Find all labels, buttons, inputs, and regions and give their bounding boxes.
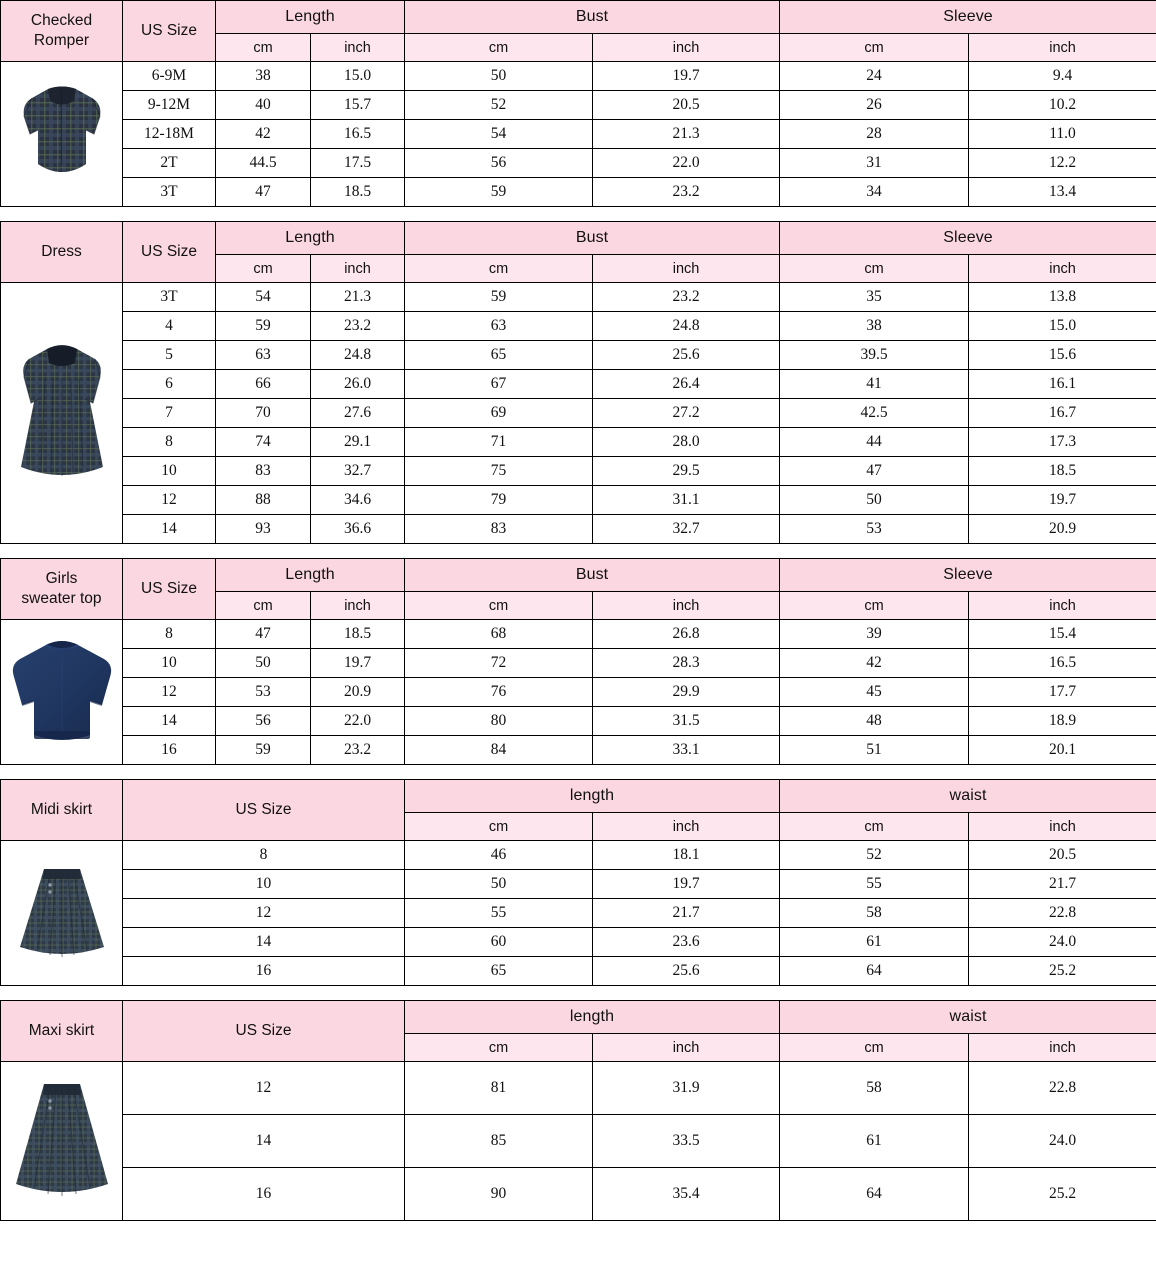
cell-bust-inch: 26.8: [593, 620, 780, 649]
cell-bust-inch: 26.4: [593, 370, 780, 399]
header-group-bust: Bust: [405, 1, 780, 34]
cell-bust-inch: 29.5: [593, 457, 780, 486]
header-unit-waist-inch: inch: [969, 1034, 1156, 1062]
header-group-sleeve: Sleeve: [780, 222, 1156, 255]
cell-bust-inch: 23.2: [593, 178, 780, 207]
cell-length-inch: 20.9: [311, 678, 405, 707]
cell-sleeve-inch: 19.7: [969, 486, 1156, 515]
cell-length-cm: 53: [216, 678, 311, 707]
cell-waist-cm: 61: [780, 1115, 969, 1168]
product-name-checked-romper: [1, 1, 123, 62]
cell-size: 6: [123, 370, 216, 399]
cell-size: 12: [123, 899, 405, 928]
header-unit-bust-inch: inch: [593, 34, 780, 62]
header-group-sleeve: Sleeve: [780, 559, 1156, 592]
table-row: [1, 1168, 1156, 1221]
cell-sleeve-inch: 20.9: [969, 515, 1156, 544]
cell-sleeve-inch: 18.5: [969, 457, 1156, 486]
cell-sleeve-inch: 18.9: [969, 707, 1156, 736]
cell-bust-cm: 50: [405, 62, 593, 91]
size-table-girls-sweater-top: [0, 558, 1156, 765]
cell-bust-inch: 22.0: [593, 149, 780, 178]
table-row: [1, 736, 1156, 765]
size-table-midi-skirt: [0, 779, 1156, 986]
cell-size: 9-12M: [123, 91, 216, 120]
product-name-line-2: Romper: [33, 32, 90, 49]
cell-bust-cm: 83: [405, 515, 593, 544]
table-row: [1, 341, 1156, 370]
table-row: [1, 457, 1156, 486]
header-unit-sleeve-cm: cm: [780, 34, 969, 62]
cell-waist-inch: 24.0: [969, 1115, 1156, 1168]
cell-waist-cm: 58: [780, 1062, 969, 1115]
cell-size: 14: [123, 928, 405, 957]
table-row: [1, 899, 1156, 928]
cell-length-inch: 24.8: [311, 341, 405, 370]
cell-length-cm: 55: [405, 899, 593, 928]
cell-waist-inch: 25.2: [969, 957, 1156, 986]
cell-bust-inch: 29.9: [593, 678, 780, 707]
header-group-length: length: [405, 780, 780, 813]
cell-length-cm: 74: [216, 428, 311, 457]
cell-sleeve-inch: 15.4: [969, 620, 1156, 649]
cell-size: 6-9M: [123, 62, 216, 91]
cell-size: 7: [123, 399, 216, 428]
cell-length-inch: 15.0: [311, 62, 405, 91]
cell-length-inch: 29.1: [311, 428, 405, 457]
table-row: [1, 283, 1156, 312]
cell-bust-inch: 31.5: [593, 707, 780, 736]
cell-length-cm: 47: [216, 178, 311, 207]
table-row: [1, 707, 1156, 736]
table-row: [1, 1115, 1156, 1168]
product-image-midi-skirt: [1, 841, 123, 986]
cell-sleeve-inch: 13.4: [969, 178, 1156, 207]
cell-bust-inch: 24.8: [593, 312, 780, 341]
table-row: [1, 428, 1156, 457]
table-separator: [0, 544, 1156, 558]
header-us-size: US Size: [123, 1001, 405, 1062]
cell-bust-inch: 25.6: [593, 341, 780, 370]
header-us-size: US Size: [123, 1, 216, 62]
cell-length-inch: 34.6: [311, 486, 405, 515]
table-row: [1, 957, 1156, 986]
header-unit-length-inch: inch: [593, 1034, 780, 1062]
header-unit-length-cm: cm: [405, 813, 593, 841]
cell-sleeve-inch: 17.7: [969, 678, 1156, 707]
size-table-maxi-skirt: [0, 1000, 1156, 1221]
cell-size: 2T: [123, 149, 216, 178]
cell-length-cm: 83: [216, 457, 311, 486]
product-image-romper: [1, 62, 123, 207]
cell-sleeve-cm: 28: [780, 120, 969, 149]
cell-waist-inch: 22.8: [969, 899, 1156, 928]
cell-sleeve-cm: 42.5: [780, 399, 969, 428]
cell-size: 5: [123, 341, 216, 370]
header-unit-bust-inch: inch: [593, 592, 780, 620]
header-unit-length-cm: cm: [405, 1034, 593, 1062]
table-row: [1, 678, 1156, 707]
cell-sleeve-inch: 15.6: [969, 341, 1156, 370]
cell-length-inch: 15.7: [311, 91, 405, 120]
cell-size: 12: [123, 1062, 405, 1115]
cell-sleeve-cm: 26: [780, 91, 969, 120]
cell-bust-cm: 69: [405, 399, 593, 428]
cell-size: 10: [123, 649, 216, 678]
cell-sleeve-inch: 16.7: [969, 399, 1156, 428]
cell-size: 3T: [123, 283, 216, 312]
cell-sleeve-inch: 20.1: [969, 736, 1156, 765]
product-name-line-1: Checked: [30, 12, 93, 30]
cell-size: 12-18M: [123, 120, 216, 149]
cell-length-cm: 60: [405, 928, 593, 957]
product-name-line-2: sweater top: [21, 590, 102, 607]
cell-bust-cm: 71: [405, 428, 593, 457]
header-unit-length-inch: inch: [311, 255, 405, 283]
cell-bust-cm: 65: [405, 341, 593, 370]
header-group-length: Length: [216, 1, 405, 34]
cell-length-cm: 44.5: [216, 149, 311, 178]
cell-bust-cm: 56: [405, 149, 593, 178]
cell-length-cm: 42: [216, 120, 311, 149]
table-row: [1, 370, 1156, 399]
cell-waist-inch: 22.8: [969, 1062, 1156, 1115]
header-unit-bust-cm: cm: [405, 255, 593, 283]
cell-bust-inch: 19.7: [593, 62, 780, 91]
table-row: [1, 620, 1156, 649]
cell-length-cm: 50: [405, 870, 593, 899]
table-row: [1, 178, 1156, 207]
cell-length-inch: 18.5: [311, 178, 405, 207]
header-unit-length-inch: inch: [593, 813, 780, 841]
table-row: [1, 841, 1156, 870]
cell-sleeve-inch: 16.5: [969, 649, 1156, 678]
cell-bust-cm: 75: [405, 457, 593, 486]
cell-length-cm: 66: [216, 370, 311, 399]
cell-length-cm: 85: [405, 1115, 593, 1168]
cell-size: 12: [123, 678, 216, 707]
cell-length-inch: 18.1: [593, 841, 780, 870]
cell-bust-inch: 32.7: [593, 515, 780, 544]
cell-sleeve-cm: 24: [780, 62, 969, 91]
header-group-bust: Bust: [405, 559, 780, 592]
cell-length-inch: 23.2: [311, 736, 405, 765]
cell-length-inch: 21.3: [311, 283, 405, 312]
cell-length-inch: 27.6: [311, 399, 405, 428]
product-name-maxi-skirt: Maxi skirt: [1, 1001, 123, 1062]
cell-length-inch: 19.7: [593, 870, 780, 899]
cell-size: 10: [123, 870, 405, 899]
cell-bust-cm: 79: [405, 486, 593, 515]
size-table-dress: [0, 221, 1156, 544]
cell-length-cm: 70: [216, 399, 311, 428]
cell-size: 16: [123, 957, 405, 986]
header-unit-sleeve-cm: cm: [780, 255, 969, 283]
header-unit-sleeve-inch: inch: [969, 255, 1156, 283]
table-row: [1, 1062, 1156, 1115]
cell-bust-inch: 28.3: [593, 649, 780, 678]
cell-bust-inch: 20.5: [593, 91, 780, 120]
cell-bust-cm: 67: [405, 370, 593, 399]
cell-length-cm: 88: [216, 486, 311, 515]
header-us-size: US Size: [123, 222, 216, 283]
header-group-length: Length: [216, 222, 405, 255]
cell-length-cm: 81: [405, 1062, 593, 1115]
cell-bust-inch: 27.2: [593, 399, 780, 428]
cell-sleeve-inch: 13.8: [969, 283, 1156, 312]
header-group-bust: Bust: [405, 222, 780, 255]
cell-bust-cm: 54: [405, 120, 593, 149]
cell-size: 14: [123, 515, 216, 544]
cell-waist-cm: 52: [780, 841, 969, 870]
cell-sleeve-cm: 39: [780, 620, 969, 649]
cell-length-inch: 26.0: [311, 370, 405, 399]
cell-bust-inch: 33.1: [593, 736, 780, 765]
cell-bust-cm: 80: [405, 707, 593, 736]
product-image-dress: [1, 283, 123, 544]
table-row: [1, 120, 1156, 149]
cell-size: 8: [123, 428, 216, 457]
header-unit-length-cm: cm: [216, 34, 311, 62]
cell-bust-inch: 31.1: [593, 486, 780, 515]
cell-sleeve-inch: 9.4: [969, 62, 1156, 91]
cell-sleeve-cm: 42: [780, 649, 969, 678]
cell-sleeve-inch: 16.1: [969, 370, 1156, 399]
cell-length-cm: 63: [216, 341, 311, 370]
cell-length-inch: 36.6: [311, 515, 405, 544]
header-unit-waist-inch: inch: [969, 813, 1156, 841]
cell-sleeve-inch: 12.2: [969, 149, 1156, 178]
cell-size: 16: [123, 736, 216, 765]
table-row: [1, 312, 1156, 341]
cell-length-inch: 35.4: [593, 1168, 780, 1221]
cell-sleeve-cm: 31: [780, 149, 969, 178]
cell-bust-cm: 76: [405, 678, 593, 707]
header-unit-length-cm: cm: [216, 255, 311, 283]
cell-size: 14: [123, 707, 216, 736]
cell-bust-cm: 84: [405, 736, 593, 765]
cell-length-cm: 50: [216, 649, 311, 678]
header-unit-sleeve-inch: inch: [969, 34, 1156, 62]
cell-sleeve-cm: 48: [780, 707, 969, 736]
product-image-maxi-skirt: [1, 1062, 123, 1221]
cell-length-cm: 47: [216, 620, 311, 649]
cell-length-cm: 59: [216, 736, 311, 765]
cell-sleeve-cm: 47: [780, 457, 969, 486]
header-unit-sleeve-inch: inch: [969, 592, 1156, 620]
cell-bust-cm: 68: [405, 620, 593, 649]
cell-bust-inch: 21.3: [593, 120, 780, 149]
cell-length-inch: 18.5: [311, 620, 405, 649]
cell-length-inch: 23.6: [593, 928, 780, 957]
cell-length-inch: 23.2: [311, 312, 405, 341]
cell-waist-cm: 61: [780, 928, 969, 957]
cell-waist-inch: 25.2: [969, 1168, 1156, 1221]
cell-bust-cm: 52: [405, 91, 593, 120]
cell-length-inch: 19.7: [311, 649, 405, 678]
size-table-checked-romper: [0, 0, 1156, 207]
product-image-sweater: [1, 620, 123, 765]
table-row: [1, 62, 1156, 91]
cell-bust-inch: 28.0: [593, 428, 780, 457]
header-unit-bust-cm: cm: [405, 592, 593, 620]
cell-length-inch: 17.5: [311, 149, 405, 178]
cell-bust-inch: 23.2: [593, 283, 780, 312]
cell-waist-inch: 24.0: [969, 928, 1156, 957]
cell-size: 16: [123, 1168, 405, 1221]
table-row: [1, 928, 1156, 957]
product-name-midi-skirt: Midi skirt: [1, 780, 123, 841]
cell-bust-cm: 59: [405, 283, 593, 312]
header-group-waist: waist: [780, 780, 1156, 813]
table-separator: [0, 986, 1156, 1000]
cell-sleeve-cm: 53: [780, 515, 969, 544]
cell-bust-cm: 63: [405, 312, 593, 341]
header-group-length: length: [405, 1001, 780, 1034]
header-unit-bust-cm: cm: [405, 34, 593, 62]
table-row: [1, 91, 1156, 120]
cell-length-cm: 93: [216, 515, 311, 544]
cell-sleeve-cm: 34: [780, 178, 969, 207]
cell-size: 12: [123, 486, 216, 515]
header-us-size: US Size: [123, 559, 216, 620]
header-unit-bust-inch: inch: [593, 255, 780, 283]
cell-size: 8: [123, 620, 216, 649]
header-unit-waist-cm: cm: [780, 1034, 969, 1062]
cell-sleeve-inch: 15.0: [969, 312, 1156, 341]
header-group-length: Length: [216, 559, 405, 592]
table-separator: [0, 207, 1156, 221]
header-unit-sleeve-cm: cm: [780, 592, 969, 620]
cell-bust-cm: 72: [405, 649, 593, 678]
cell-length-cm: 46: [405, 841, 593, 870]
cell-length-cm: 38: [216, 62, 311, 91]
header-group-waist: waist: [780, 1001, 1156, 1034]
product-name-dress: Dress: [1, 222, 123, 283]
cell-waist-cm: 55: [780, 870, 969, 899]
cell-length-cm: 40: [216, 91, 311, 120]
cell-size: 10: [123, 457, 216, 486]
cell-sleeve-cm: 51: [780, 736, 969, 765]
table-row: [1, 149, 1156, 178]
cell-size: 8: [123, 841, 405, 870]
cell-waist-cm: 64: [780, 1168, 969, 1221]
cell-length-inch: 16.5: [311, 120, 405, 149]
cell-length-inch: 22.0: [311, 707, 405, 736]
header-group-sleeve: Sleeve: [780, 1, 1156, 34]
table-row: [1, 870, 1156, 899]
cell-length-inch: 32.7: [311, 457, 405, 486]
table-row: [1, 399, 1156, 428]
cell-sleeve-cm: 39.5: [780, 341, 969, 370]
table-row: [1, 649, 1156, 678]
cell-sleeve-inch: 17.3: [969, 428, 1156, 457]
cell-size: 4: [123, 312, 216, 341]
table-row: [1, 486, 1156, 515]
cell-length-cm: 54: [216, 283, 311, 312]
cell-length-inch: 31.9: [593, 1062, 780, 1115]
cell-sleeve-cm: 35: [780, 283, 969, 312]
cell-length-cm: 56: [216, 707, 311, 736]
cell-waist-inch: 21.7: [969, 870, 1156, 899]
cell-bust-cm: 59: [405, 178, 593, 207]
cell-length-cm: 65: [405, 957, 593, 986]
cell-waist-cm: 64: [780, 957, 969, 986]
header-unit-length-inch: inch: [311, 592, 405, 620]
cell-size: 3T: [123, 178, 216, 207]
cell-length-inch: 21.7: [593, 899, 780, 928]
cell-sleeve-inch: 10.2: [969, 91, 1156, 120]
cell-size: 14: [123, 1115, 405, 1168]
table-separator: [0, 765, 1156, 779]
cell-length-inch: 33.5: [593, 1115, 780, 1168]
cell-length-cm: 90: [405, 1168, 593, 1221]
header-unit-waist-cm: cm: [780, 813, 969, 841]
header-us-size: US Size: [123, 780, 405, 841]
product-name-girls-sweater-top: [1, 559, 123, 620]
cell-waist-cm: 58: [780, 899, 969, 928]
cell-length-cm: 59: [216, 312, 311, 341]
product-name-line-1: Girls: [45, 570, 78, 588]
cell-sleeve-cm: 38: [780, 312, 969, 341]
cell-sleeve-cm: 41: [780, 370, 969, 399]
cell-sleeve-inch: 11.0: [969, 120, 1156, 149]
header-unit-length-cm: cm: [216, 592, 311, 620]
cell-waist-inch: 20.5: [969, 841, 1156, 870]
header-unit-length-inch: inch: [311, 34, 405, 62]
table-row: [1, 515, 1156, 544]
cell-sleeve-cm: 45: [780, 678, 969, 707]
cell-length-inch: 25.6: [593, 957, 780, 986]
cell-sleeve-cm: 50: [780, 486, 969, 515]
cell-sleeve-cm: 44: [780, 428, 969, 457]
